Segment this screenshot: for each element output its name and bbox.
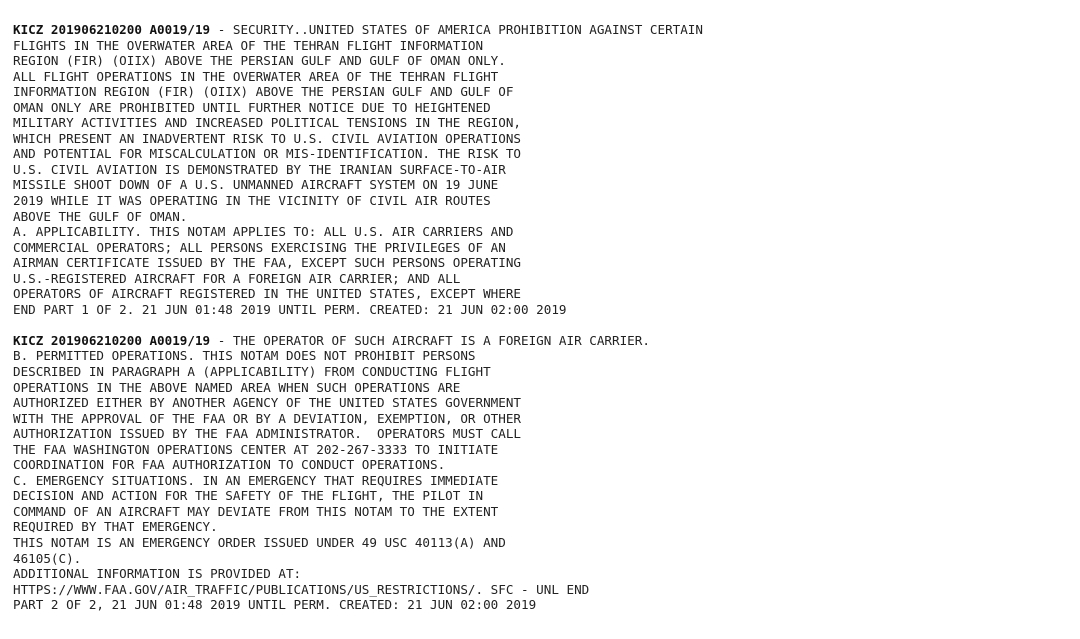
notam-header-text: - THE OPERATOR OF SUCH AIRCRAFT IS A FOREIGN AIR CARRIER. bbox=[210, 332, 650, 348]
notam-line: C. EMERGENCY SITUATIONS. IN AN EMERGENCY THAT REQUIRES IMMEDIATE bbox=[13, 472, 499, 488]
notam-line: OPERATIONS IN THE ABOVE NAMED AREA WHEN SUCH OPERATIONS ARE bbox=[13, 379, 461, 395]
notam-line: A. APPLICABILITY. THIS NOTAM APPLIES TO: ALL U.S. AIR CARRIERS AND bbox=[13, 224, 514, 240]
notam-part-2 bbox=[13, 333, 1070, 613]
notam-line: COORDINATION FOR FAA AUTHORIZATION TO CONDUCT OPERATIONS. bbox=[13, 457, 446, 473]
notam-line: PART 2 OF 2, 21 JUN 01:48 2019 UNTIL PERM. CREATED: 21 JUN 02:00 2019 bbox=[13, 597, 537, 613]
notam-line: HTTPS://WWW.FAA.GOV/AIR_TRAFFIC/PUBLICATIONS/US_RESTRICTIONS/. SFC - UNL END bbox=[13, 581, 590, 597]
notam-id: KICZ 201906210200 A0019/19 bbox=[13, 22, 211, 37]
notam-line: U.S. CIVIL AVIATION IS DEMONSTRATED BY THE IRANIAN SURFACE-TO-AIR bbox=[13, 161, 506, 177]
notam-line: ALL FLIGHT OPERATIONS IN THE OVERWATER AREA OF THE TEHRAN FLIGHT bbox=[13, 68, 499, 84]
notam-line: 46105(C). bbox=[13, 550, 82, 566]
notam-line: ADDITIONAL INFORMATION IS PROVIDED AT: bbox=[13, 566, 302, 582]
notam-line: DECISION AND ACTION FOR THE SAFETY OF THE FLIGHT, THE PILOT IN bbox=[13, 488, 484, 504]
notam-line: DESCRIBED IN PARAGRAPH A (APPLICABILITY) FROM CONDUCTING FLIGHT bbox=[13, 363, 491, 379]
notam-header-line bbox=[13, 333, 1070, 349]
notam-line: AIRMAN CERTIFICATE ISSUED BY THE FAA, EXCEPT SUCH PERSONS OPERATING bbox=[13, 255, 521, 271]
notam-line: WHICH PRESENT AN INADVERTENT RISK TO U.S. CIVIL AVIATION OPERATIONS bbox=[13, 130, 521, 146]
notam-line: REGION (FIR) (OIIX) ABOVE THE PERSIAN GULF AND GULF OF OMAN ONLY. bbox=[13, 53, 506, 69]
notam-line: THE FAA WASHINGTON OPERATIONS CENTER AT 202-267-3333 TO INITIATE bbox=[13, 441, 499, 457]
notam-part-1 bbox=[13, 22, 1070, 317]
notam-line: MISSILE SHOOT DOWN OF A U.S. UNMANNED AIRCRAFT SYSTEM ON 19 JUNE bbox=[13, 177, 499, 193]
notam-line: AUTHORIZATION ISSUED BY THE FAA ADMINISTRATOR. OPERATORS MUST CALL bbox=[13, 426, 521, 442]
notam-line: REQUIRED BY THAT EMERGENCY. bbox=[13, 519, 218, 535]
notam-line: ABOVE THE GULF OF OMAN. bbox=[13, 208, 188, 224]
notam-line: U.S.-REGISTERED AIRCRAFT FOR A FOREIGN AIR CARRIER; AND ALL bbox=[13, 270, 461, 286]
notam-line: OMAN ONLY ARE PROHIBITED UNTIL FURTHER NOTICE DUE TO HEIGHTENED bbox=[13, 99, 491, 115]
notam-line: FLIGHTS IN THE OVERWATER AREA OF THE TEHRAN FLIGHT INFORMATION bbox=[13, 37, 484, 53]
notam-line: AUTHORIZED EITHER BY ANOTHER AGENCY OF THE UNITED STATES GOVERNMENT bbox=[13, 395, 521, 411]
notam-header-text: - SECURITY..UNITED STATES OF AMERICA PROHIBITION AGAINST CERTAIN bbox=[210, 22, 703, 37]
notam-line: WITH THE APPROVAL OF THE FAA OR BY A DEVIATION, EXEMPTION, OR OTHER bbox=[13, 410, 521, 426]
notam-line: B. PERMITTED OPERATIONS. THIS NOTAM DOES NOT PROHIBIT PERSONS bbox=[13, 348, 476, 364]
notam-header-line bbox=[13, 22, 1070, 38]
notam-document bbox=[13, 22, 1070, 613]
notam-line: THIS NOTAM IS AN EMERGENCY ORDER ISSUED UNDER 49 USC 40113(A) AND bbox=[13, 535, 506, 550]
notam-id: KICZ 201906210200 A0019/19 bbox=[13, 332, 211, 348]
notam-line: COMMAND OF AN AIRCRAFT MAY DEVIATE FROM THIS NOTAM TO THE EXTENT bbox=[13, 503, 499, 519]
notam-line: END PART 1 OF 2. 21 JUN 01:48 2019 UNTIL PERM. CREATED: 21 JUN 02:00 2019 bbox=[13, 301, 567, 317]
notam-line: 2019 WHILE IT WAS OPERATING IN THE VICINITY OF CIVIL AIR ROUTES bbox=[13, 193, 491, 209]
notam-line: COMMERCIAL OPERATORS; ALL PERSONS EXERCISING THE PRIVILEGES OF AN bbox=[13, 239, 506, 255]
notam-line: OPERATORS OF AIRCRAFT REGISTERED IN THE UNITED STATES, EXCEPT WHERE bbox=[13, 286, 521, 302]
notam-line: MILITARY ACTIVITIES AND INCREASED POLITICAL TENSIONS IN THE REGION, bbox=[13, 115, 521, 131]
notam-line: AND POTENTIAL FOR MISCALCULATION OR MIS-IDENTIFICATION. THE RISK TO bbox=[13, 146, 521, 162]
notam-line: INFORMATION REGION (FIR) (OIIX) ABOVE THE PERSIAN GULF AND GULF OF bbox=[13, 84, 514, 100]
